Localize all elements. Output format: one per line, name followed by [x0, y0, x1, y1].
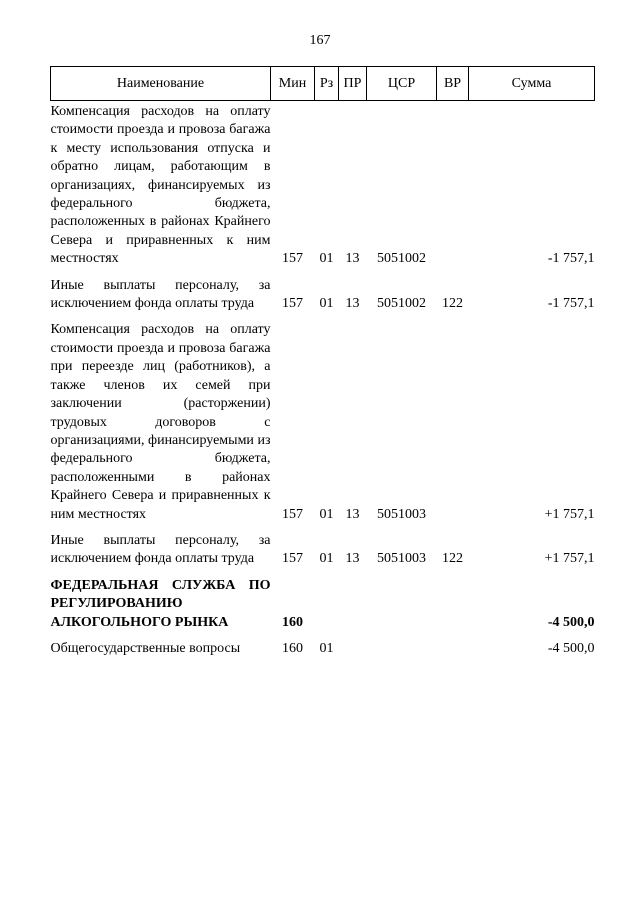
header-vr: ВР [437, 67, 469, 101]
row-pr: 13 [345, 506, 360, 522]
row-rz: 01 [319, 251, 334, 267]
row-sum: -1 757,1 [547, 251, 595, 267]
table-header-row [51, 67, 595, 101]
row-sum: -4 500,0 [547, 614, 595, 630]
row-name: Компенсация расходов на оплату стоимости проезда и провоза багажа к месту использования отпуска и обратно лицам, работающим в организациях, финансируемых из федерального бюджета, расположенных в районах Крайнего Севера и приравненных к ним местностях [50, 104, 271, 267]
row-min: 157 [282, 296, 303, 312]
table-row [51, 313, 595, 523]
budget-table [50, 66, 595, 658]
row-csr: 5051003 [377, 506, 426, 522]
row-csr [367, 632, 437, 658]
row-sum: +1 757,1 [544, 551, 595, 567]
row-rz [315, 569, 339, 632]
row-sum: +1 757,1 [544, 506, 595, 522]
row-pr: 13 [345, 251, 360, 267]
row-min: 160 [282, 640, 303, 656]
row-min: 157 [282, 551, 303, 567]
table-row [51, 569, 595, 632]
row-csr: 5051002 [377, 251, 426, 267]
row-rz: 01 [319, 551, 334, 567]
row-min: 157 [282, 251, 303, 267]
table-row [51, 632, 595, 658]
row-vr: 122 [442, 296, 463, 312]
row-vr [437, 569, 469, 632]
table-row [51, 101, 595, 269]
header-csr: ЦСР [367, 67, 437, 101]
row-rz: 01 [319, 296, 334, 312]
header-name: Наименование [51, 67, 271, 101]
row-name: Общегосударственные вопросы [50, 640, 241, 656]
row-vr [437, 313, 469, 523]
row-rz: 01 [319, 640, 334, 656]
header-pr: ПР [339, 67, 367, 101]
header-rz: Рз [315, 67, 339, 101]
row-name: Иные выплаты персоналу, за исключением фонда оплаты труда [50, 532, 271, 567]
page-number: 167 [309, 33, 331, 48]
row-min: 157 [282, 506, 303, 522]
row-pr: 13 [345, 551, 360, 567]
row-csr: 5051003 [377, 551, 426, 567]
row-name: ФЕДЕРАЛЬНАЯ СЛУЖБА ПО РЕГУЛИРОВАНИЮ АЛКОГОЛЬНОГО РЫНКА [50, 577, 271, 630]
row-name: Компенсация расходов на оплату стоимости проезда и провоза багажа при переезде лиц (работников), а также членов их семей при заключении (расторжении) трудовых договоров с организациями, финансируемыми из федерального бюджета, расположенными в районах Крайнего Севера и приравненных к ним местностях [50, 322, 271, 522]
header-min: Мин [271, 67, 315, 101]
row-pr [339, 569, 367, 632]
row-sum: -1 757,1 [547, 296, 595, 312]
row-pr: 13 [345, 296, 360, 312]
row-sum: -4 500,0 [547, 640, 595, 656]
row-vr: 122 [442, 551, 463, 567]
header-sum: Сумма [469, 67, 595, 101]
row-name: Иные выплаты персоналу, за исключением фонда оплаты труда [50, 277, 271, 312]
row-min: 160 [282, 614, 303, 630]
table-row [51, 524, 595, 569]
row-csr: 5051002 [377, 296, 426, 312]
row-vr [437, 632, 469, 658]
row-rz: 01 [319, 506, 334, 522]
row-csr [367, 569, 437, 632]
row-pr [339, 632, 367, 658]
row-vr [437, 101, 469, 269]
table-row [51, 269, 595, 314]
